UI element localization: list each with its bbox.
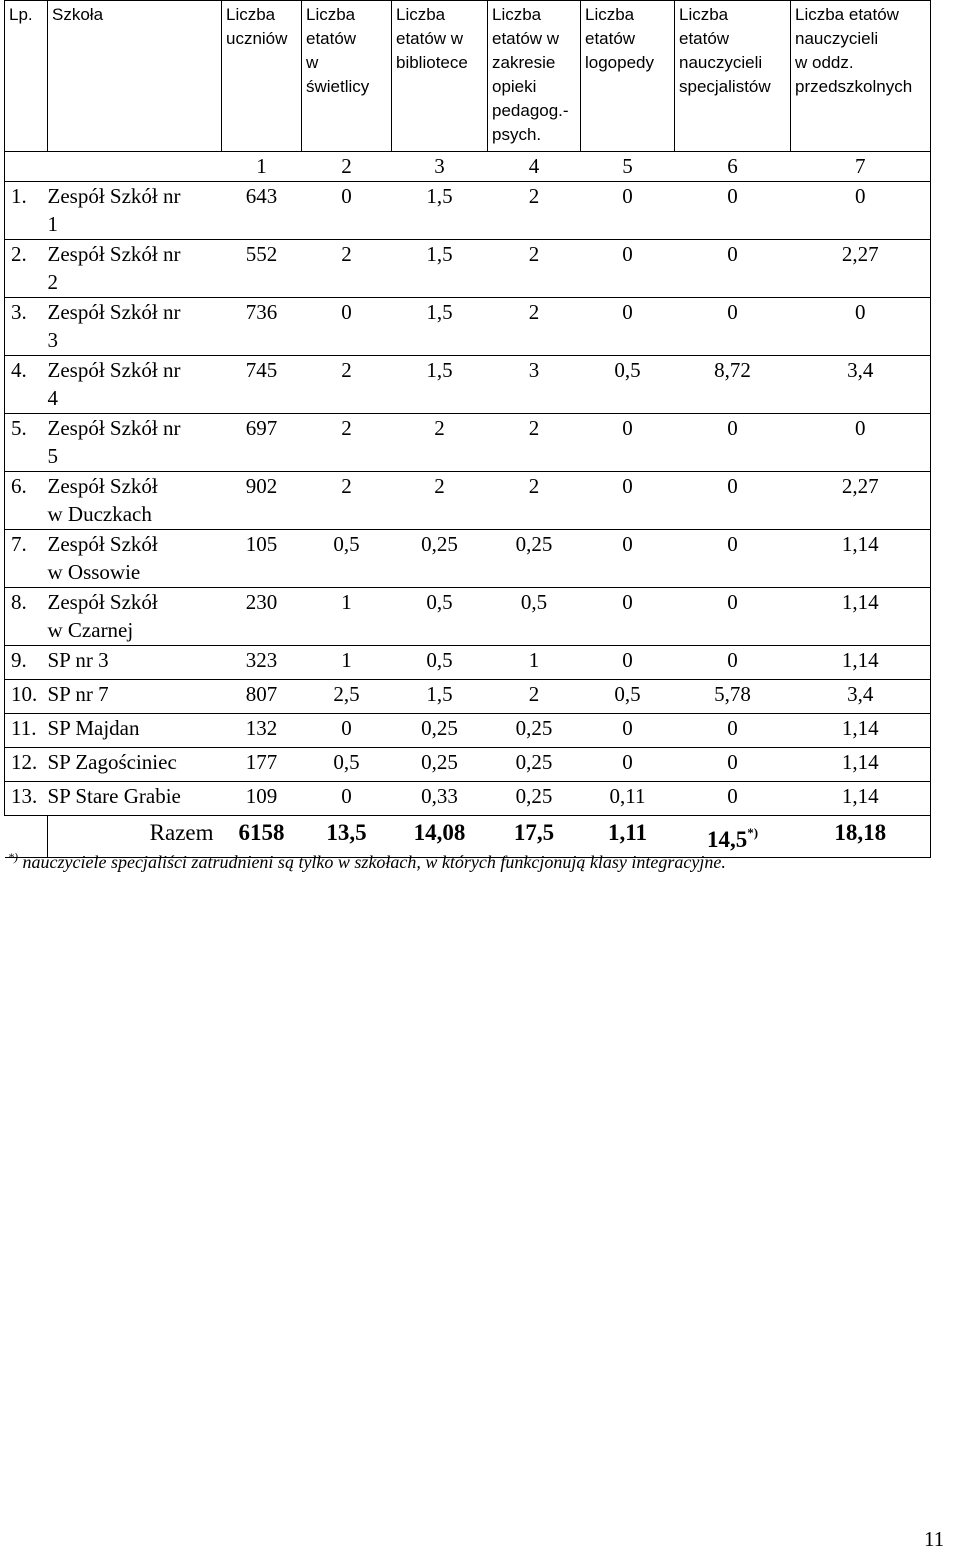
school-name <box>48 472 222 530</box>
cell-value: 1,5 <box>392 240 488 298</box>
cell-value: 0,25 <box>488 714 581 748</box>
cell-value: 0 <box>675 182 791 240</box>
cell-value: 0,5 <box>392 646 488 680</box>
school-name <box>48 680 222 714</box>
cell-value: 1,5 <box>392 680 488 714</box>
cell-value: 0 <box>302 298 392 356</box>
header-cell-speech-therapist: Liczba etatów logopedy <box>581 1 675 152</box>
total-value-text: 17,5 <box>513 820 555 845</box>
cell-value: 2 <box>392 472 488 530</box>
school-name <box>48 414 222 472</box>
row-lp: 8. <box>5 588 48 646</box>
table-row <box>5 240 931 298</box>
table-row <box>5 530 931 588</box>
school-name-line2: w Duczkach <box>47 502 152 526</box>
row-lp: 10. <box>5 680 48 714</box>
cell-value: 0 <box>581 714 675 748</box>
cell-value: 109 <box>222 782 302 816</box>
header-row <box>5 1 931 152</box>
cell-value: 0 <box>581 182 675 240</box>
table-row <box>5 298 931 356</box>
school-name <box>48 298 222 356</box>
cell-value: 1,14 <box>791 782 931 816</box>
header-cell-students: Liczba uczniów <box>222 1 302 152</box>
school-name-line2: 1 <box>47 212 58 236</box>
row-lp: 3. <box>5 298 48 356</box>
cell-value: 1,14 <box>791 748 931 782</box>
cell-value: 177 <box>222 748 302 782</box>
header-cell-library: Liczba etatów w bibliotece <box>392 1 488 152</box>
column-number: 2 <box>302 152 392 182</box>
cell-value: 3 <box>488 356 581 414</box>
table-row <box>5 356 931 414</box>
total-value-text: 14,5 <box>706 827 748 852</box>
total-value-text: 18,18 <box>834 820 887 845</box>
table-body <box>5 1 931 858</box>
header-cell-preschool-teachers: Liczba etatów nauczycieli w oddz. przedszkolnych <box>791 1 931 152</box>
header-cell-school: Szkoła <box>48 1 222 152</box>
header-cell-pedagogical-care: Liczba etatów w zakresie opieki pedagog.- psych. <box>488 1 581 152</box>
cell-value: 1,5 <box>392 356 488 414</box>
header-cell-lp: Lp. <box>5 1 48 152</box>
cell-value: 0,5 <box>392 588 488 646</box>
table-row <box>5 472 931 530</box>
school-name <box>48 356 222 414</box>
cell-value: 0 <box>675 782 791 816</box>
total-value-text: 6158 <box>238 820 285 845</box>
school-name-line1: Zespół Szkół <box>47 474 158 498</box>
school-name-line1: SP Majdan <box>47 716 140 740</box>
column-number: 3 <box>392 152 488 182</box>
cell-value: 0 <box>581 646 675 680</box>
school-name-line1: Zespół Szkół nr <box>47 416 181 440</box>
cell-value: 323 <box>222 646 302 680</box>
cell-value: 105 <box>222 530 302 588</box>
school-name <box>48 182 222 240</box>
cell-value: 230 <box>222 588 302 646</box>
cell-value: 5,78 <box>675 680 791 714</box>
cell-value: 902 <box>222 472 302 530</box>
cell-value: 0 <box>675 530 791 588</box>
cell-value: 8,72 <box>675 356 791 414</box>
school-name-line1: Zespół Szkół <box>47 532 158 556</box>
cell-value: 2,27 <box>791 240 931 298</box>
cell-value: 1,5 <box>392 298 488 356</box>
school-name-line1: SP nr 7 <box>47 682 109 706</box>
school-name-line2: 5 <box>47 444 58 468</box>
school-name <box>48 782 222 816</box>
cell-value: 1 <box>488 646 581 680</box>
cell-value: 2 <box>302 414 392 472</box>
cell-value: 0,5 <box>488 588 581 646</box>
cell-value: 0,25 <box>488 782 581 816</box>
row-lp: 12. <box>5 748 48 782</box>
school-name-line2: w Ossowie <box>47 560 141 584</box>
column-number-row <box>5 152 931 182</box>
row-lp: 11. <box>5 714 48 748</box>
row-lp: 4. <box>5 356 48 414</box>
cell-value: 697 <box>222 414 302 472</box>
school-name <box>48 588 222 646</box>
cell-value: 3,4 <box>791 356 931 414</box>
table-row <box>5 588 931 646</box>
cell-value: 0 <box>581 472 675 530</box>
cell-value: 2 <box>302 472 392 530</box>
cell-value: 0 <box>302 182 392 240</box>
cell-value: 0 <box>675 240 791 298</box>
cell-value: 745 <box>222 356 302 414</box>
cell-value: 0 <box>581 748 675 782</box>
header-cell-dayroom: Liczba etatów w świetlicy <box>302 1 392 152</box>
cell-value: 0 <box>791 182 931 240</box>
cell-value: 0,5 <box>581 680 675 714</box>
table-row <box>5 646 931 680</box>
school-name-line2: 3 <box>47 328 58 352</box>
cell-value: 0 <box>675 748 791 782</box>
cell-value: 0 <box>581 298 675 356</box>
cell-value: 1,5 <box>392 182 488 240</box>
table-row <box>5 182 931 240</box>
cell-value: 0 <box>581 414 675 472</box>
cell-value: 3,4 <box>791 680 931 714</box>
school-name <box>48 646 222 680</box>
cell-value: 1,14 <box>791 714 931 748</box>
school-name-line1: Zespół Szkół nr <box>47 242 181 266</box>
cell-value: 1,14 <box>791 530 931 588</box>
cell-value: 0 <box>791 414 931 472</box>
cell-value: 1,14 <box>791 588 931 646</box>
table-row <box>5 748 931 782</box>
cell-value: 0 <box>675 472 791 530</box>
footnote-marker-ref: *) <box>747 825 759 840</box>
cell-value: 0 <box>675 414 791 472</box>
cell-value: 2 <box>488 240 581 298</box>
row-lp: 13. <box>5 782 48 816</box>
cell-value: 0,11 <box>581 782 675 816</box>
cell-value: 2 <box>488 472 581 530</box>
footnote <box>8 845 726 874</box>
cell-value: 0,5 <box>302 748 392 782</box>
table-row <box>5 782 931 816</box>
footnote-text: nauczyciele specjaliści zatrudnieni są tylko w szkołach, w których funkcjonują klasy integracyjne. <box>18 852 726 872</box>
total-value <box>791 816 931 858</box>
school-name-line1: Zespół Szkół nr <box>47 300 181 324</box>
school-name <box>48 240 222 298</box>
cell-value: 2 <box>302 356 392 414</box>
row-lp: 9. <box>5 646 48 680</box>
row-lp: 5. <box>5 414 48 472</box>
cell-value: 2 <box>392 414 488 472</box>
total-label: Razem <box>48 816 222 858</box>
cell-value: 736 <box>222 298 302 356</box>
school-name-line1: SP Zagościniec <box>47 750 177 774</box>
header-cell-specialist-teachers: Liczba etatów nauczycieli specjalistów <box>675 1 791 152</box>
cell-value: 643 <box>222 182 302 240</box>
school-name-line2: 4 <box>47 386 58 410</box>
school-name <box>48 530 222 588</box>
cell-value: 1 <box>302 588 392 646</box>
cell-value: 1,14 <box>791 646 931 680</box>
school-name <box>48 714 222 748</box>
cell-value: 2 <box>488 680 581 714</box>
cell-value: 0 <box>581 240 675 298</box>
cell-value: 0,25 <box>392 748 488 782</box>
table-row <box>5 714 931 748</box>
table-row <box>5 414 931 472</box>
cell-value: 552 <box>222 240 302 298</box>
cell-value: 0,5 <box>581 356 675 414</box>
staffing-table <box>4 0 931 858</box>
cell-value: 0,25 <box>488 748 581 782</box>
cell-value: 2 <box>302 240 392 298</box>
row-lp: 6. <box>5 472 48 530</box>
cell-value: 1 <box>302 646 392 680</box>
cell-value: 0,25 <box>392 530 488 588</box>
school-name-line1: Zespół Szkół nr <box>47 184 181 208</box>
column-number: 1 <box>222 152 302 182</box>
column-number: 4 <box>488 152 581 182</box>
column-number: 6 <box>675 152 791 182</box>
row-lp: 7. <box>5 530 48 588</box>
cell-value: 0,25 <box>392 714 488 748</box>
cell-value: 0,33 <box>392 782 488 816</box>
cell-value: 2 <box>488 298 581 356</box>
cell-value: 0,5 <box>302 530 392 588</box>
page-number: 11 <box>924 1527 945 1551</box>
cell-value: 0 <box>791 298 931 356</box>
total-value-text: 1,11 <box>608 820 647 845</box>
total-value-text: 14,08 <box>413 820 466 845</box>
cell-value: 0 <box>581 588 675 646</box>
cell-value: 0 <box>581 530 675 588</box>
school-name <box>48 748 222 782</box>
school-name-line1: Zespół Szkół <box>47 590 158 614</box>
row-lp: 1. <box>5 182 48 240</box>
school-name-line1: Zespół Szkół nr <box>47 358 181 382</box>
cell-value: 2 <box>488 182 581 240</box>
cell-value: 0 <box>675 646 791 680</box>
column-number: 7 <box>791 152 931 182</box>
school-name-line2: 2 <box>47 270 58 294</box>
column-number: 5 <box>581 152 675 182</box>
row-lp: 2. <box>5 240 48 298</box>
cell-value: 807 <box>222 680 302 714</box>
school-name-line2: w Czarnej <box>47 618 134 642</box>
cell-value: 2 <box>488 414 581 472</box>
cell-value: 0 <box>675 298 791 356</box>
cell-value: 0 <box>302 714 392 748</box>
cell-value: 132 <box>222 714 302 748</box>
cell-value: 0 <box>675 714 791 748</box>
school-name-line1: SP Stare Grabie <box>47 784 181 808</box>
total-value-text: 13,5 <box>326 820 367 845</box>
footnote-marker: *) <box>8 850 18 864</box>
school-name-line1: SP nr 3 <box>47 648 109 672</box>
table-row <box>5 680 931 714</box>
cell-value: 0 <box>302 782 392 816</box>
cell-value: 0 <box>675 588 791 646</box>
cell-value: 2,5 <box>302 680 392 714</box>
cell-value: 0,25 <box>488 530 581 588</box>
cell-value: 2,27 <box>791 472 931 530</box>
